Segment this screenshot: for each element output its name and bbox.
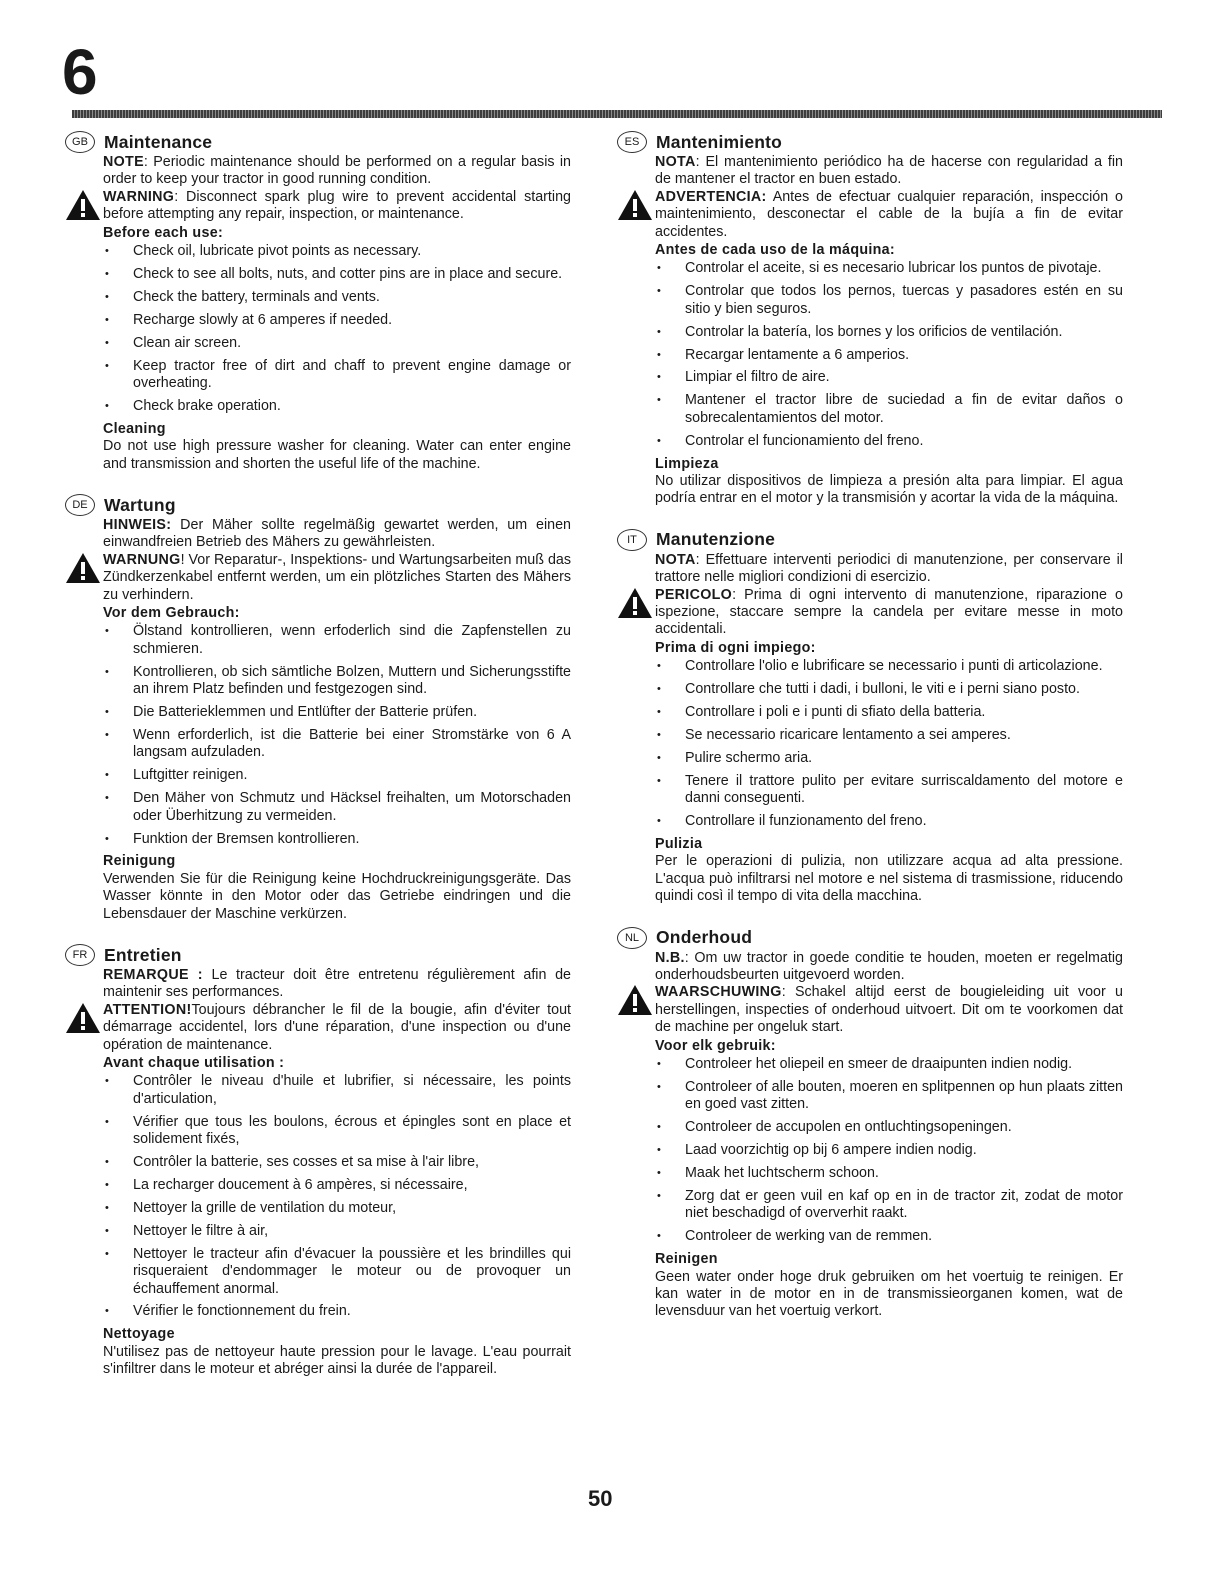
checklist-item: • Den Mäher von Schmutz und Häcksel freihalten, um Motorschaden oder Überhitzung zu vermeiden. (103, 790, 571, 825)
note-text: Der Mäher sollte regelmäßig gewartet werden, um einen einwandfreien Betrieb des Mähers zu gewährleisten. (103, 517, 571, 551)
warning-text: : Prima di ogni intervento di manutenzione, riparazione o ispezione, staccare sempre la candela per evitare messe in moto accidentali. (655, 586, 1123, 638)
section-header (65, 943, 571, 967)
section-title: Entretien (104, 944, 182, 965)
note-text: : Om uw tractor in goede conditie te houden, moeten er regelmatig onderhoudsbeurten uitgevoerd worden. (655, 949, 1123, 984)
checklist-item: • Wenn erforderlich, ist die Batterie bei einer Stromstärke von 6 A langsam aufzuladen. (103, 727, 571, 762)
cleaning-text: Verwenden Sie für die Reinigung keine Hochdruckreinigungsgeräte. Das Wasser könnte in den Motor oder das Getriebe eindringen und die Lebensdauer der Maschine verkürzen. (103, 870, 571, 922)
warning-block (655, 984, 1123, 1036)
warning-text: Antes de efectuar cualquier reparación, inspección o maintenimiento, desconectar el cable de la bujía a fin de evitar accidentes. (655, 188, 1123, 240)
checklist-item: • La recharger doucement à 6 ampères, si nécessaire, (103, 1177, 571, 1194)
warning-text: ! Vor Reparatur-, Inspektions- und Wartungsarbeiten muß das Zündkerzenkabel entfernt werden, um ein plötzliches Starten des Mähers zu verhindern. (103, 551, 572, 603)
section-header (617, 528, 1123, 552)
warning-text: Toujours débrancher le fil de la bougie, afin d'éviter tout démarrage accidentel, lors d'une réparation, d'une inspection ou d'une opération de maintenance. (103, 1001, 571, 1053)
warning-label: ADVERTENCIA: (655, 188, 767, 205)
section-title: Onderhoud (656, 927, 753, 948)
checklist (103, 1073, 571, 1320)
section-title: Manutenzione (656, 529, 776, 550)
checklist (655, 260, 1123, 450)
checklist-item: • Tenere il trattore pulito per evitare surriscaldamento del motore e danni conseguenti. (655, 773, 1123, 808)
language-code-badge: DE (65, 494, 95, 516)
checklist-item: • Luftgitter reinigen. (103, 767, 571, 784)
language-code-badge: GB (65, 131, 95, 153)
warning-paragraph (103, 189, 571, 224)
checklist-item: • Vérifier que tous les boulons, écrous et épingles sont en place et solidement fixés, (103, 1114, 571, 1149)
warning-icon (65, 189, 101, 221)
checklist-item: • Controlar el funcionamiento del freno. (655, 433, 1123, 450)
before-use-heading: Avant chaque utilisation : (103, 1055, 285, 1072)
checklist (655, 1056, 1123, 1246)
section-es (624, 130, 1123, 508)
checklist-item: • Controleer of alle bouten, moeren en splitpennen op hun plaats zitten en goed vast zitten. (655, 1079, 1123, 1114)
language-code-badge: IT (617, 529, 647, 551)
note-label: N.B. (655, 949, 685, 966)
checklist-item: • Se necessario ricaricare lentamento a sei amperes. (655, 727, 1123, 744)
right-column (624, 130, 1123, 1321)
left-column (72, 130, 572, 1379)
before-use-heading: Before each use: (103, 224, 224, 241)
warning-label: PERICOLO (655, 586, 733, 603)
cleaning-heading: Limpieza (655, 455, 719, 472)
warning-block (103, 1002, 571, 1054)
note-paragraph (103, 154, 571, 189)
checklist-item: • Keep tractor free of dirt and chaff to prevent engine damage or overheating. (103, 358, 571, 393)
note-text: : Effettuare interventi periodici di manutenzione, per conservare il trattore nelle migliori condizioni di esercizio. (655, 551, 1123, 586)
warning-block (655, 587, 1123, 639)
checklist-item: • Ölstand kontrollieren, wenn erfoderlich sind die Zapfenstellen zu schmieren. (103, 623, 571, 658)
page-number: 50 (588, 1486, 613, 1511)
checklist-item: • Controllare il funzionamento del freno. (655, 813, 1123, 830)
section-body (637, 154, 1123, 508)
cleaning-heading: Nettoyage (103, 1326, 175, 1343)
checklist-item: • Controllare che tutti i dadi, i bulloni, le viti e i perni siano posto. (655, 681, 1123, 698)
warning-block (103, 189, 571, 224)
checklist-item: • Funktion der Bremsen kontrollieren. (103, 831, 571, 848)
checklist-item: • Controleer het oliepeil en smeer de draaipunten indien nodig. (655, 1056, 1123, 1073)
checklist-item: • Mantener el tractor libre de suciedad a fin de evitar daños o sobrecalentamientos del motor. (655, 392, 1123, 427)
warning-label: WARNUNG (103, 551, 181, 568)
warning-icon (65, 552, 101, 584)
checklist-item: • Zorg dat er geen vuil en kaf op en in de tractor zit, zodat de motor niet beschadigd of oververhit raakt. (655, 1188, 1123, 1223)
note-label: REMARQUE : (103, 967, 203, 984)
note-label: NOTA (655, 551, 696, 568)
warning-paragraph (655, 587, 1123, 639)
section-gb (72, 130, 571, 473)
warning-paragraph (655, 189, 1123, 241)
note-paragraph (655, 950, 1123, 985)
note-text: : Periodic maintenance should be performed on a regular basis in order to keep your tractor in good running condition. (103, 154, 571, 188)
chapter-number: 6 (62, 36, 98, 108)
cleaning-heading: Cleaning (103, 420, 166, 437)
checklist-item: • Recargar lentamente a 6 amperios. (655, 347, 1123, 364)
warning-block (103, 552, 571, 604)
note-text: : El mantenimiento periódico ha de hacerse con regularidad a fin de mantener el tractor en buen estado. (655, 154, 1123, 188)
checklist-item: • Check oil, lubricate pivot points as necessary. (103, 243, 571, 260)
checklist-item: • Controleer de accupolen en ontluchtingsopeningen. (655, 1119, 1123, 1136)
checklist-item: • Controllare l'olio e lubrificare se necessario i punti di articolazione. (655, 658, 1123, 675)
checklist-item: • Maak het luchtscherm schoon. (655, 1165, 1123, 1182)
warning-icon (617, 189, 653, 221)
warning-label: WARNING (103, 188, 175, 205)
checklist-item: • Controleer de werking van de remmen. (655, 1228, 1123, 1245)
checklist-item: • Check the battery, terminals and vents. (103, 289, 571, 306)
checklist-item: • Controllare i poli e i punti di sfiato della batteria. (655, 704, 1123, 721)
section-nl (624, 926, 1123, 1321)
warning-label: ATTENTION! (103, 1001, 192, 1018)
checklist-item: • Die Batterieklemmen und Entlüfter der Batterie prüfen. (103, 704, 571, 721)
checklist-item: • Nettoyer la grille de ventilation du moteur, (103, 1200, 571, 1217)
checklist-item: • Nettoyer le filtre à air, (103, 1223, 571, 1240)
checklist-item: • Clean air screen. (103, 335, 571, 352)
warning-text: : Disconnect spark plug wire to prevent accidental starting before attempting any repair, inspection, or maintenance. (103, 188, 571, 223)
checklist-item: • Contrôler la batterie, ses cosses et sa mise à l'air libre, (103, 1154, 571, 1171)
section-body (85, 517, 571, 923)
checklist (103, 623, 571, 847)
warning-icon (617, 984, 653, 1016)
section-header (617, 926, 1123, 950)
checklist-item: • Vérifier le fonctionnement du frein. (103, 1303, 571, 1320)
warning-label: WAARSCHUWING (655, 984, 782, 1001)
language-code-badge: ES (617, 131, 647, 153)
cleaning-heading: Pulizia (655, 836, 703, 852)
note-text: Le tracteur doit être entretenu régulièrement afin de maintenir ses performances. (103, 967, 571, 1001)
section-body (85, 154, 571, 473)
before-use-heading: Voor elk gebruik: (655, 1037, 776, 1054)
warning-icon (65, 1002, 101, 1034)
section-body (637, 950, 1123, 1321)
checklist-item: • Pulire schermo aria. (655, 750, 1123, 767)
warning-paragraph (103, 1002, 571, 1054)
section-header (65, 493, 571, 517)
checklist-item: • Contrôler le niveau d'huile et lubrifier, si nécessaire, les points d'articulation, (103, 1073, 571, 1108)
note-label: HINWEIS: (103, 517, 172, 533)
warning-block (655, 189, 1123, 241)
cleaning-heading: Reinigen (655, 1251, 718, 1268)
checklist-item: • Kontrollieren, ob sich sämtliche Bolzen, Muttern und Sicherungsstifte an ihrem Platz befinden und festgezogen sind. (103, 664, 571, 699)
warning-paragraph (655, 984, 1123, 1036)
section-header (617, 130, 1123, 154)
warning-text: : Schakel altijd eerst de bougieleiding uit voor u herstellingen, inspecties of onderhoud uitvoert. Dit om te voorkomen dat de machine per ongeluk start. (655, 984, 1123, 1036)
checklist-item: • Nettoyer le tracteur afin d'évacuer la poussière et les brindilles qui risqueraient d'endommager le moteur ou de provoquer un échauffement anormal. (103, 1246, 571, 1298)
checklist-item: • Controlar que todos los pernos, tuercas y pasadores estén en su sitio y bien seguros. (655, 283, 1123, 318)
note-paragraph (103, 517, 571, 552)
section-fr (72, 943, 571, 1379)
note-label: NOTA (655, 154, 696, 170)
note-paragraph (103, 967, 571, 1002)
before-use-heading: Vor dem Gebrauch: (103, 605, 240, 622)
cleaning-text: N'utilisez pas de nettoyeur haute pression pour le lavage. L'eau pourrait s'infiltrer dans le moteur et abréger ainsi la durée de l'appareil. (103, 1343, 571, 1378)
checklist-item: • Controlar la batería, los bornes y los orificios de ventilación. (655, 324, 1123, 341)
section-body (637, 552, 1123, 906)
section-header (65, 130, 571, 154)
section-body (85, 967, 571, 1379)
warning-paragraph (103, 552, 571, 604)
note-label: NOTE (103, 154, 144, 170)
section-it (627, 528, 1123, 906)
before-use-heading: Antes de cada uso de la máquina: (655, 242, 895, 259)
section-title: Wartung (104, 494, 176, 515)
header-rule (72, 110, 1162, 118)
checklist-item: • Laad voorzichtig op bij 6 ampere indien nodig. (655, 1142, 1123, 1159)
section-title: Mantenimiento (656, 131, 783, 152)
cleaning-heading: Reinigung (103, 853, 176, 870)
checklist-item: • Limpiar el filtro de aire. (655, 369, 1123, 386)
cleaning-text: Do not use high pressure washer for cleaning. Water can enter engine and transmission and shorten the useful life of the machine. (103, 438, 571, 472)
warning-icon (617, 587, 653, 619)
note-paragraph (655, 154, 1123, 189)
checklist-item: • Check brake operation. (103, 398, 571, 415)
cleaning-text: Geen water onder hoge druk gebruiken om het voertuig te reinigen. Er kan water in de motor en in de transmissieorganen komen, wat de levensduur van het voertuig verkort. (655, 1268, 1123, 1320)
checklist-item: • Recharge slowly at 6 amperes if needed. (103, 312, 571, 329)
note-paragraph (655, 552, 1123, 587)
checklist (655, 658, 1123, 830)
cleaning-text: No utilizar dispositivos de limpieza a presión alta para limpiar. El agua podría entrar en el motor y la transmisión y acortar la vida de la máquina. (655, 473, 1123, 507)
language-code-badge: FR (65, 944, 95, 966)
section-de (72, 493, 572, 923)
section-title: Maintenance (104, 131, 213, 152)
cleaning-text: Per le operazioni di pulizia, non utilizzare acqua ad alta pressione. L'acqua può infiltrarsi nel motore e nel sistema di trasmissione, riducendo quindi così il tempo di vita della macchina. (655, 853, 1123, 905)
checklist (103, 243, 571, 415)
checklist-item: • Check to see all bolts, nuts, and cotter pins are in place and secure. (103, 266, 571, 283)
before-use-heading: Prima di ogni impiego: (655, 639, 816, 656)
language-code-badge: NL (617, 927, 647, 949)
checklist-item: • Controlar el aceite, si es necesario lubricar los puntos de pivotaje. (655, 260, 1123, 277)
